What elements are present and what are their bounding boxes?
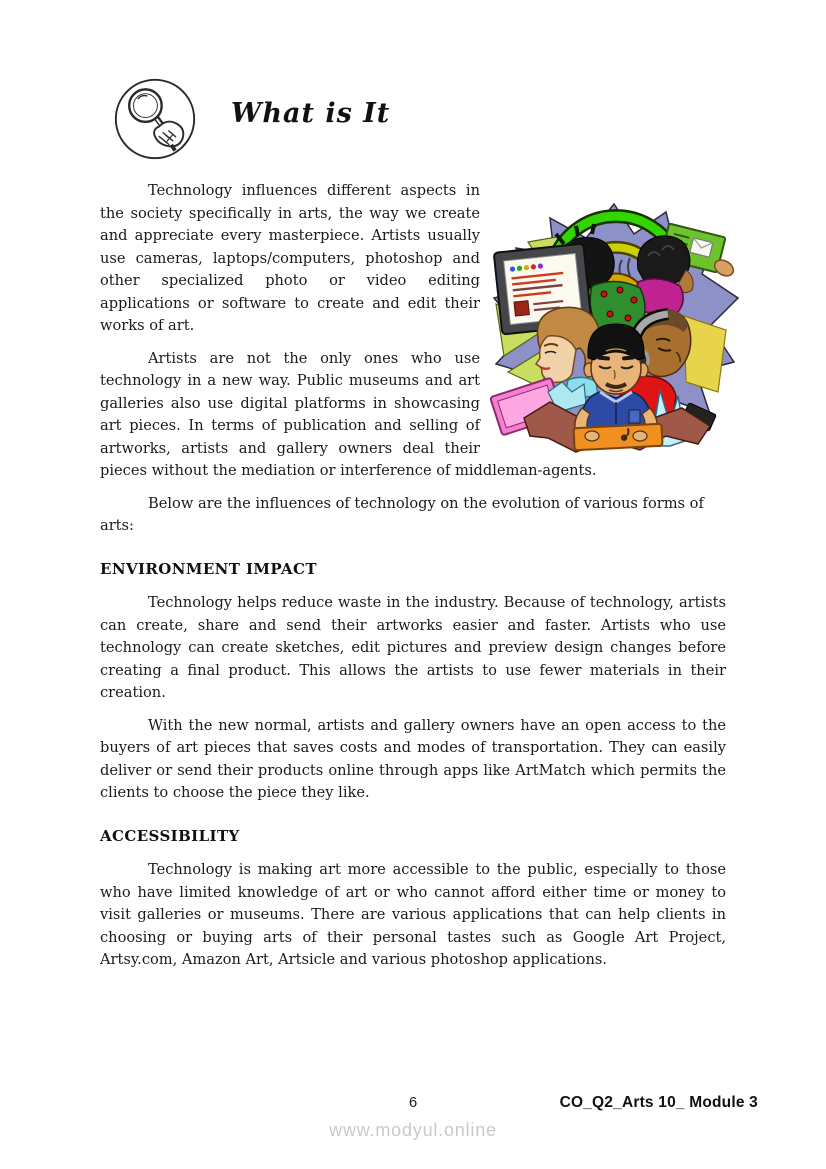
section-paragraph: Technology helps reduce waste in the industry. Because of technology, artists can create, share and send their artworks easier and faster. Artists who use technology can create sketches, edit pictures and preview design changes before creating a final product. This allows the artists to use fewer materials in their creation.	[100, 594, 726, 701]
intro-paragraph-1: Technology influences different aspects in the society specifically in arts, the way we create and appreciate every masterpiece. Artists usually use cameras, laptops/computers, photoshop and other specialized photo or video editing applications or software to create and edit their works of art.	[100, 182, 480, 334]
page-number: 6	[408, 1094, 418, 1111]
intro-paragraph-2: Artists are not the only ones who use technology in a new way. Public museums and art galleries also use digital platforms in showcasing art pieces. In terms of publication and selling of artworks, artists and gallery owners deal their pieces without the mediation or interference of middleman-agents.	[100, 349, 597, 479]
intro-paragraph-3: Below are the influences of technology on the evolution of various forms of arts:	[100, 494, 704, 534]
section-heading-accessibility: ACCESSIBILITY	[100, 826, 240, 845]
magnifying-glass-icon	[112, 76, 198, 162]
module-label: CO_Q2_Arts 10_ Module 3	[559, 1094, 758, 1111]
section-heading-environment-impact: ENVIRONMENT IMPACT	[100, 559, 317, 578]
section-paragraph: With the new normal, artists and gallery owners have an open access to the buyers of art pieces that saves costs and modes of transportation. They can easily deliver or send their products online through apps like ArtMatch which permits the clients to choose the piece they like.	[100, 716, 726, 801]
section-paragraph: Technology is making art more accessible to the public, especially to those who have limited knowledge of art or who cannot afford either time or money to visit galleries or museums. There are various applications that can help clients in choosing or buying arts of their personal tastes such as Google Art Project, Artsy.com, Amazon Art, Artsicle and various photoshop applications.	[100, 861, 726, 968]
watermark: www.modyul.online	[329, 1120, 497, 1140]
people-using-technology-clipart	[488, 186, 740, 456]
page-title: What is It	[231, 98, 391, 129]
document-body	[100, 180, 726, 982]
